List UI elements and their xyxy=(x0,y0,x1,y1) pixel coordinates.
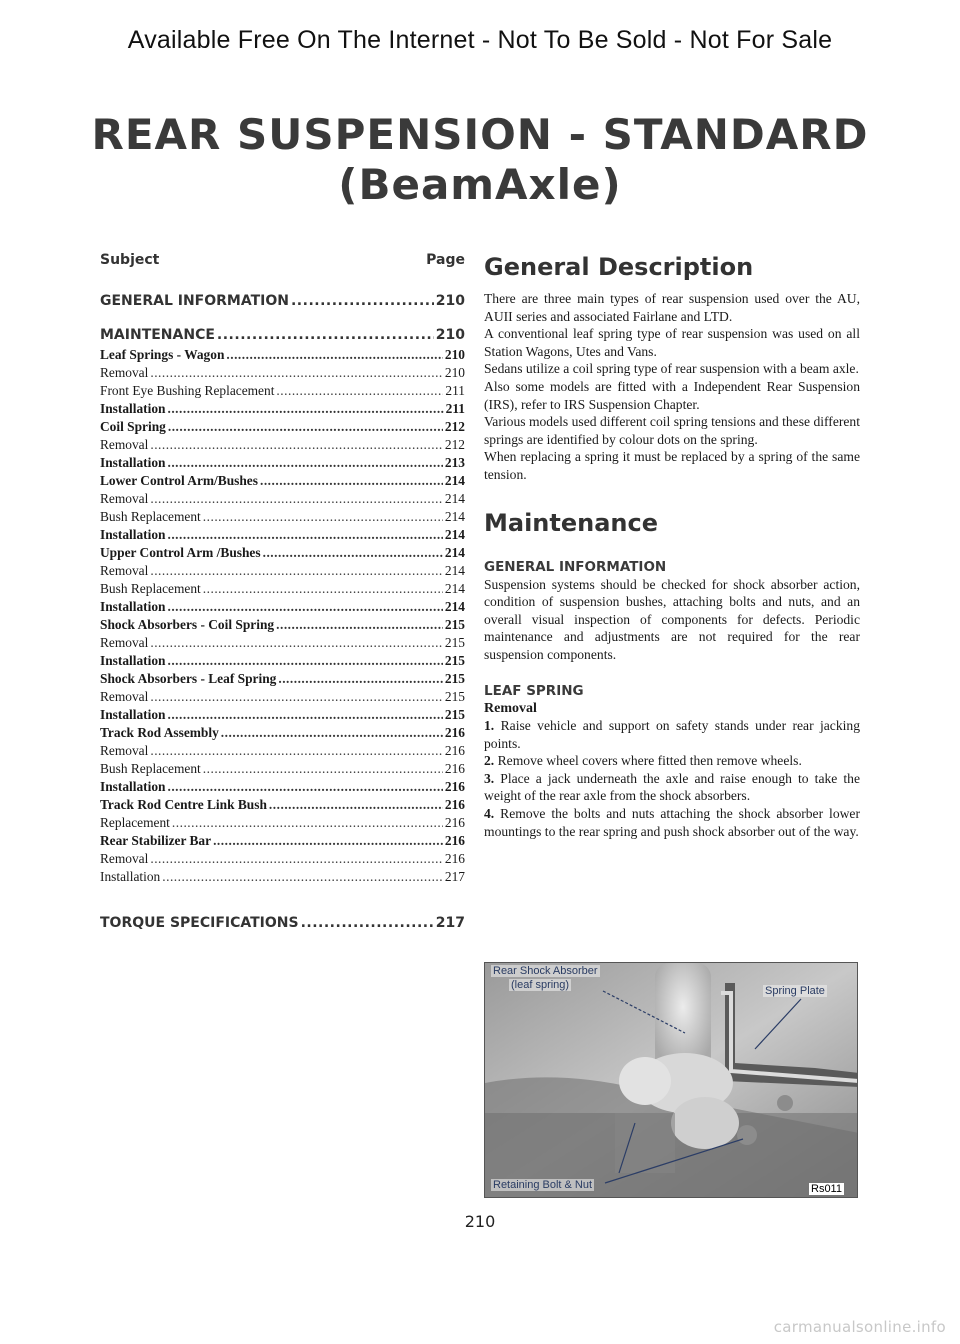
toc-entry-page: 216 xyxy=(444,743,465,758)
toc-entry[interactable] xyxy=(100,454,465,472)
toc-entry-label: Removal xyxy=(100,635,149,650)
toc-entry[interactable] xyxy=(100,670,465,688)
description-paragraph: A conventional leaf spring type of rear suspension was used on all Station Wagons, Utes and Vans. xyxy=(484,326,860,359)
toc-entry[interactable] xyxy=(100,742,465,760)
removal-step: 3. Place a jack underneath the axle and raise enough to take the weight of the rear axle from the shock absorbers. xyxy=(484,770,860,804)
toc-entry-page: 216 xyxy=(444,725,465,740)
general-description-body xyxy=(484,290,860,484)
toc-entry-label: Removal xyxy=(100,365,149,380)
toc-entry-label: Track Rod Centre Link Bush xyxy=(100,797,267,812)
leaf-spring-section xyxy=(484,682,860,841)
toc-entry[interactable] xyxy=(100,472,465,490)
toc-entry-label: Removal xyxy=(100,743,149,758)
toc-page-label: Page xyxy=(426,252,465,268)
maintenance-heading: Maintenance xyxy=(484,508,659,537)
general-information-text: Suspension systems should be checked for shock absorber action, condition of suspension bushes, attaching bolts and nuts, and an overall visual inspection of components for defects. Periodic maintenance and adjustments are not required for the rear suspension components. xyxy=(484,576,860,662)
toc-entry-label: Removal xyxy=(100,491,149,506)
toc-entries xyxy=(100,346,465,886)
toc-entry-label: Installation xyxy=(100,653,166,668)
toc-entry[interactable] xyxy=(100,490,465,508)
toc-torque-specifications[interactable]: TORQUE SPECIFICATIONS ..... 217 xyxy=(100,912,465,934)
toc-entry-label: Installation xyxy=(100,599,166,614)
toc-entry-label: Rear Stabilizer Bar xyxy=(100,833,212,848)
toc-entry-page: 215 xyxy=(444,689,465,704)
toc-entry[interactable] xyxy=(100,598,465,616)
toc-entry[interactable] xyxy=(100,706,465,724)
caption-spring-plate: Spring Plate xyxy=(765,985,825,997)
toc-entry-page: 214 xyxy=(444,527,465,542)
toc-entry-page: 216 xyxy=(444,815,465,830)
toc-entry[interactable] xyxy=(100,616,465,634)
toc-entry-label: Bush Replacement xyxy=(100,761,201,776)
toc-entry-page: 217 xyxy=(444,869,465,884)
toc-entry[interactable] xyxy=(100,580,465,598)
toc-entry[interactable] xyxy=(100,652,465,670)
toc-entry-label: Removal xyxy=(100,851,149,866)
toc-entry[interactable] xyxy=(100,724,465,742)
toc-header xyxy=(100,252,465,278)
toc-entry[interactable] xyxy=(100,562,465,580)
toc-entry-label: Leaf Springs - Wagon xyxy=(100,347,225,362)
toc-entry-page: 216 xyxy=(444,779,465,794)
toc-entry[interactable] xyxy=(100,364,465,382)
description-paragraph: Also some models are fitted with a Independent Rear Suspension (IRS), refer to IRS Suspension Chapter. xyxy=(484,378,860,412)
toc-entry-page: 211 xyxy=(445,401,465,416)
toc-entry-page: 214 xyxy=(444,509,465,524)
toc-entry-page: 214 xyxy=(444,581,465,596)
caption-leaf-spring: (leaf spring) xyxy=(511,979,570,991)
toc-entry-label: Lower Control Arm/Bushes xyxy=(100,473,258,488)
toc-entry-label: Removal xyxy=(100,689,149,704)
rear-shock-photo xyxy=(484,962,858,1198)
toc-entry[interactable] xyxy=(100,436,465,454)
toc-entry[interactable] xyxy=(100,526,465,544)
general-information-section xyxy=(484,558,860,664)
removal-step: 1. Raise vehicle and support on safety stands under rear jacking points. xyxy=(484,718,861,751)
general-description-heading: General Description xyxy=(484,253,754,281)
toc-entry[interactable] xyxy=(100,508,465,526)
toc-entry-label: Bush Replacement xyxy=(100,581,201,596)
toc-entry-label: Upper Control Arm /Bushes xyxy=(100,545,261,560)
description-paragraph: Various models used different coil spring tensions and these different springs are identified by colour dots on the spring. xyxy=(484,414,860,447)
toc-entry[interactable] xyxy=(100,634,465,652)
toc-entry-label: Shock Absorbers - Leaf Spring xyxy=(100,671,277,686)
toc-entry-label: Installation xyxy=(100,527,166,542)
page-number: 210 xyxy=(464,1212,496,1231)
toc-entry-page: 216 xyxy=(444,851,465,866)
toc-entry[interactable] xyxy=(100,382,465,400)
description-paragraph: Sedans utilize a coil spring type of rear suspension with a beam axle. xyxy=(484,361,859,377)
toc-entry-label: Installation xyxy=(100,869,161,884)
caption-retaining-bolt-nut: Retaining Bolt & Nut xyxy=(493,1179,593,1191)
toc-entry-page: 212 xyxy=(444,437,465,452)
removal-step: 4. Remove the bolts and nuts attaching the shock absorber lower mountings to the rear spring and push shock absorber out of the way. xyxy=(484,806,860,839)
toc-entry-page: 214 xyxy=(444,563,465,578)
right-column xyxy=(484,250,860,840)
leaf-spring-heading: LEAF SPRING xyxy=(484,682,584,699)
toc-entry-page: 214 xyxy=(444,473,465,488)
toc-entry-page: 210 xyxy=(444,365,465,380)
removal-subheading: Removal xyxy=(484,700,537,716)
toc-entry[interactable] xyxy=(100,346,465,364)
toc-entry[interactable] xyxy=(100,760,465,778)
removal-step: 2. Remove wheel covers where fitted then remove wheels. xyxy=(484,753,802,769)
toc-entry-label: Installation xyxy=(100,707,166,722)
toc-entry-label: Bush Replacement xyxy=(100,509,201,524)
toc-entry-page: 210 xyxy=(444,347,465,362)
toc-entry[interactable] xyxy=(100,814,465,832)
toc-entry-page: 215 xyxy=(444,635,465,650)
title-line-2: (BeamAxle) xyxy=(338,160,622,209)
toc-entry-page: 215 xyxy=(444,671,465,686)
general-information-heading: GENERAL INFORMATION xyxy=(484,558,667,575)
toc-entry-label: Front Eye Bushing Replacement xyxy=(100,383,275,398)
toc-entry-page: 215 xyxy=(444,707,465,722)
caption-rear-shock-absorber: Rear Shock Absorber xyxy=(493,965,598,977)
toc-entry-page: 216 xyxy=(444,761,465,776)
toc-entry-page: 215 xyxy=(444,653,465,668)
toc-general-information[interactable]: GENERAL INFORMATION ..... 210 xyxy=(100,290,465,312)
toc-entry-page: 216 xyxy=(444,833,465,848)
toc-entry[interactable] xyxy=(100,400,465,418)
toc-entry-page: 213 xyxy=(444,455,465,470)
toc-entry-page: 214 xyxy=(444,599,465,614)
toc-entry[interactable] xyxy=(100,688,465,706)
toc-entry[interactable] xyxy=(100,850,465,868)
toc-subject-label: Subject xyxy=(100,252,160,268)
toc-entry-label: Replacement xyxy=(100,815,170,830)
toc-entry-page: 211 xyxy=(445,383,465,398)
photo-illustration xyxy=(485,963,858,1198)
toc-entry-label: Removal xyxy=(100,563,149,578)
site-watermark: carmanualsonline.info xyxy=(773,1318,946,1336)
toc-entry-label: Coil Spring xyxy=(100,419,166,434)
toc-entry-page: 212 xyxy=(444,419,465,434)
toc-entry[interactable] xyxy=(100,832,465,850)
toc-entry-label: Shock Absorbers - Coil Spring xyxy=(100,617,275,632)
toc-entry-page: 214 xyxy=(444,545,465,560)
description-paragraph: When replacing a spring it must be replaced by a spring of the same tension. xyxy=(484,449,860,482)
title-line-1: REAR SUSPENSION - STANDARD xyxy=(91,110,869,159)
toc-entry[interactable] xyxy=(100,868,465,886)
toc-entry-label: Installation xyxy=(100,455,166,470)
toc-entry-label: Removal xyxy=(100,437,149,452)
toc-maintenance[interactable]: MAINTENANCE ..... 210 xyxy=(100,324,465,346)
toc-entry[interactable] xyxy=(100,544,465,562)
toc-entry[interactable] xyxy=(100,778,465,796)
toc-entry-page: 214 xyxy=(444,491,465,506)
toc-entry-label: Installation xyxy=(100,401,166,416)
description-paragraph: There are three main types of rear suspension used over the AU, AUII series and associated Fairlane and LTD. xyxy=(484,291,860,324)
page-title xyxy=(0,110,960,210)
table-of-contents xyxy=(100,252,465,934)
toc-entry-label: Track Rod Assembly xyxy=(100,725,219,740)
toc-entry-page: 215 xyxy=(444,617,465,632)
toc-entry[interactable] xyxy=(100,418,465,436)
figure-id: Rs011 xyxy=(811,1183,842,1195)
toc-entry-label: Installation xyxy=(100,779,166,794)
toc-entry[interactable] xyxy=(100,796,465,814)
distribution-banner: Available Free On The Internet - Not To Be Sold - Not For Sale xyxy=(127,26,833,54)
toc-entry-page: 216 xyxy=(444,797,465,812)
